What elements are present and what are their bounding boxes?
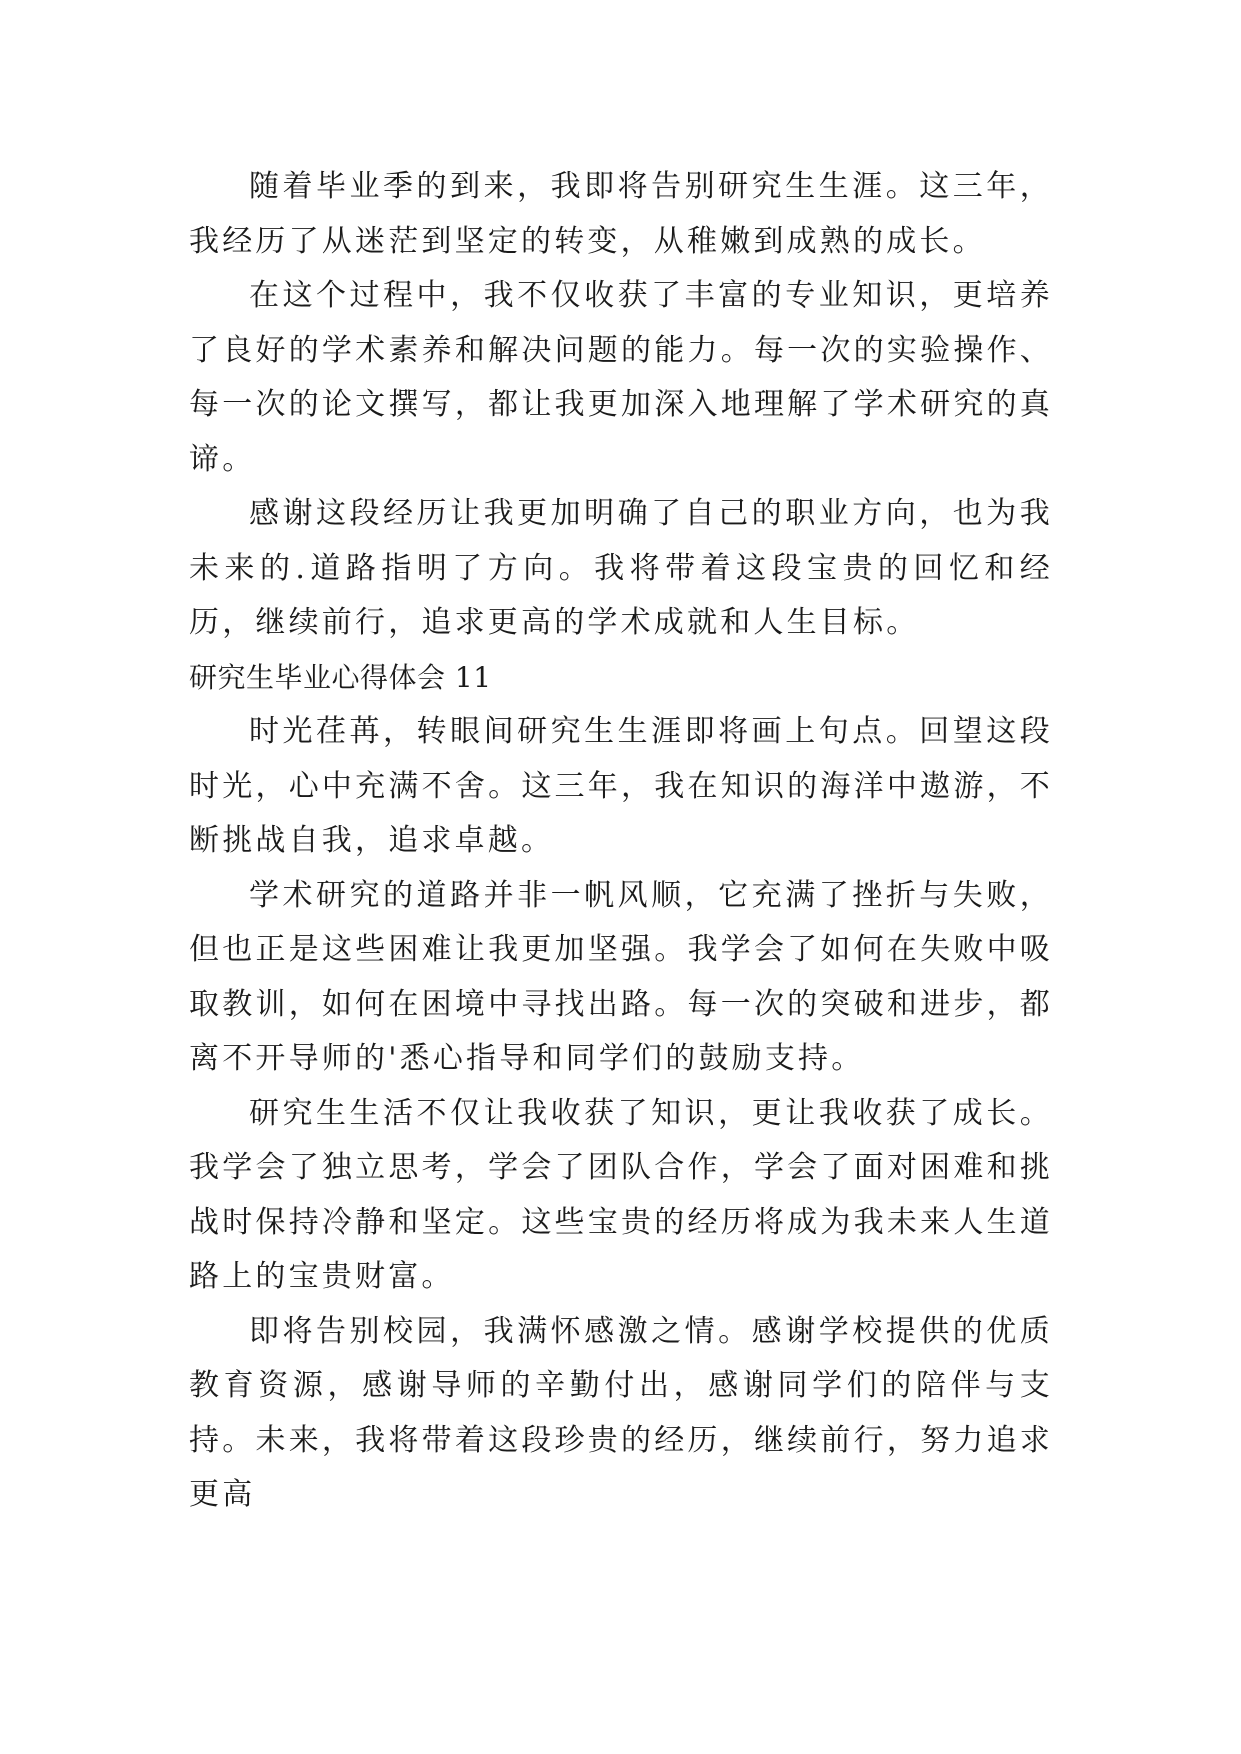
body-paragraph: 学术研究的道路并非一帆风顺，它充满了挫折与失败，但也正是这些困难让我更加坚强。我学会了如何在失败中吸取教训，如何在困境中寻找出路。每一次的突破和进步，都离不开导师的'悉心指导和同学们的鼓励支持。 — [189, 877, 1053, 1076]
section-title: 研究生毕业心得体会 11 — [189, 660, 492, 694]
body-paragraph: 在这个过程中，我不仅收获了丰富的专业知识，更培养了良好的学术素养和解决问题的能力。每一次的实验操作、每一次的论文撰写，都让我更加深入地理解了学术研究的真谛。 — [189, 278, 1053, 477]
body-paragraph: 研究生生活不仅让我收获了知识，更让我收获了成长。我学会了独立思考，学会了团队合作，学会了面对困难和挑战时保持冷静和坚定。这些宝贵的经历将成为我未来人生道路上的宝贵财富。 — [189, 1095, 1053, 1294]
body-paragraph: 感谢这段经历让我更加明确了自己的职业方向，也为我未来的.道路指明了方向。我将带着这段宝贵的回忆和经历，继续前行，追求更高的学术成就和人生目标。 — [189, 496, 1053, 640]
body-paragraph: 随着毕业季的到来，我即将告别研究生生涯。这三年，我经历了从迷茫到坚定的转变，从稚嫩到成熟的成长。 — [189, 169, 1053, 259]
body-paragraph: 时光荏苒，转眼间研究生生涯即将画上句点。回望这段时光，心中充满不舍。这三年，我在知识的海洋中遨游，不断挑战自我，追求卓越。 — [189, 714, 1053, 858]
body-paragraph: 即将告别校园，我满怀感激之情。感谢学校提供的优质教育资源，感谢导师的辛勤付出，感谢同学们的陪伴与支持。未来，我将带着这段珍贵的经历，继续前行，努力追求更高 — [189, 1313, 1053, 1512]
document-page — [189, 160, 1053, 1523]
